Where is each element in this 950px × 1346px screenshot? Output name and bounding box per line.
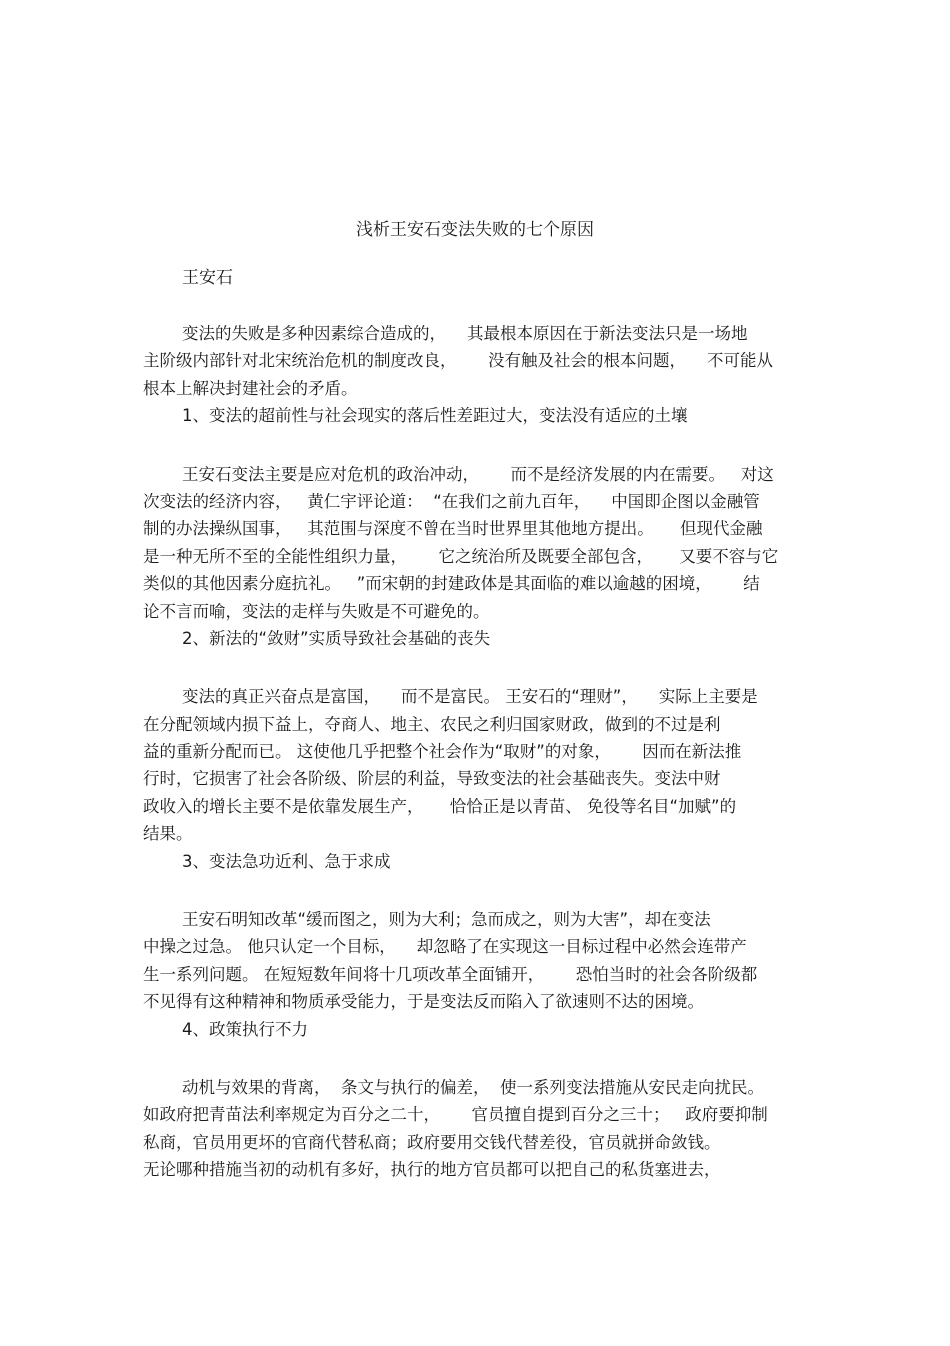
paragraph-line: 王安石明知改革“缓而图之，则为大利；急而成之，则为大害”，却在变法: [182, 910, 711, 930]
paragraph-line: 政收入的增长主要不是依靠发展生产， 恰恰正是以青苗、 免役等名目“加赋”的: [143, 796, 737, 816]
paragraph-line: 论不言而喻，变法的走样与失败是不可避免的。: [143, 601, 490, 621]
document-title: 浅析王安石变法失败的七个原因: [356, 220, 594, 240]
paragraph-line: 私商，官员用更坏的官商代替私商；政府要用交钱代替差役，官员就拼命敛钱。: [143, 1132, 721, 1152]
paragraph-line: 在分配领域内损下益上，夺商人、地主、农民之利归国家财政，做到的不过是利: [143, 714, 721, 734]
paragraph-line: 主阶级内部针对北宋统治危机的制度改良， 没有触及社会的根本问题， 不可能从: [143, 351, 773, 371]
section-heading-3: 3、变法急功近利、急于求成: [182, 851, 391, 871]
document-author: 王安石: [182, 268, 233, 288]
paragraph-line: 如政府把青苗法利率规定为百分之二十， 官员擅自提到百分之三十； 政府要抑制: [143, 1105, 768, 1125]
paragraph-line: 生一系列问题。 在短短数年间将十几项改革全面铺开， 恐怕当时的社会各阶级都: [143, 964, 758, 984]
paragraph-line: 结果。: [143, 824, 193, 844]
paragraph-line: 根本上解决封建社会的矛盾。: [143, 378, 358, 398]
paragraph-line: 动机与效果的背离， 条文与执行的偏差， 使一系列变法措施从安民走向扰民。: [182, 1077, 764, 1097]
paragraph-line: 变法的失败是多种因素综合造成的， 其最根本原因在于新法变法只是一场地: [182, 324, 748, 343]
section-heading-4: 4、政策执行不力: [182, 1019, 308, 1039]
paragraph-line: 次变法的经济内容， 黄仁宇评论道： “在我们之前九百年， 中国即企图以金融管: [143, 491, 760, 511]
section-heading-2: 2、新法的“敛财”实质导致社会基础的丧失: [182, 628, 491, 648]
document-body: [143, 320, 815, 1184]
paragraph-line: 制的办法操纵国事， 其范围与深度不曾在当时世界里其他地方提出。 但现代金融: [143, 519, 763, 539]
paragraph-gap: [143, 1043, 815, 1074]
paragraph-line: 变法的真正兴奋点是富国， 而不是富民。 王安石的“理财”， 实际上主要是: [182, 687, 758, 707]
paragraph-gap: [143, 652, 815, 683]
paragraph-line: 不见得有这种精神和物质承受能力，于是变法反而陷入了欲速则不达的困境。: [143, 992, 704, 1012]
paragraph-gap: [143, 875, 815, 906]
paragraph-line: 类似的其他因素分庭抗礼。 ”而宋朝的封建政体是其面临的难以逾越的困境， 结: [143, 574, 760, 594]
section-heading-1: 1、变法的超前性与社会现实的落后性差距过大，变法没有适应的土壤: [182, 406, 688, 426]
paragraph-line: 王安石变法主要是应对危机的政治冲动， 而不是经济发展的内在需要。 对这: [182, 464, 774, 484]
paragraph-line: 行时，它损害了社会各阶级、阶层的利益，导致变法的社会基础丧失。变法中财: [143, 769, 721, 789]
paragraph-gap: [143, 430, 815, 461]
paragraph-line: 无论哪种措施当初的动机有多好，执行的地方官员都可以把自己的私货塞进去，: [143, 1160, 721, 1180]
paragraph-line: 是一种无所不至的全能性组织力量， 它之统治所及既要全部包含， 又要不容与它: [143, 546, 779, 566]
paragraph-line: 中操之过急。 他只认定一个目标， 却忽略了在实现这一目标过程中必然会连带产: [143, 937, 747, 957]
paragraph-line: 益的重新分配而已。 这使他几乎把整个社会作为“取财”的对象， 因而在新法推: [143, 742, 742, 762]
